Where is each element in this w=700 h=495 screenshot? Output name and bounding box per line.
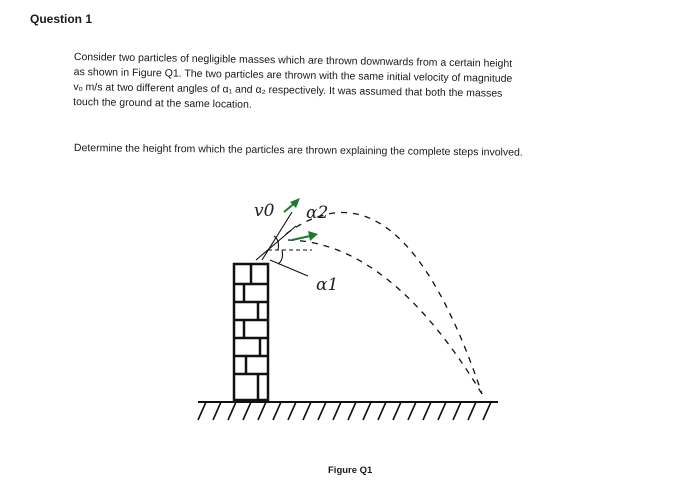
green-arrow-head <box>308 231 318 241</box>
label-alpha1: α1 <box>316 275 339 295</box>
tower <box>234 264 268 400</box>
figure-q1 <box>170 180 510 430</box>
label-v0: v0 <box>254 201 275 221</box>
angle-construction <box>256 212 312 276</box>
launch-line-down <box>270 260 308 276</box>
label-alpha2: α2 <box>306 203 329 223</box>
trajectory-alpha2 <box>286 212 482 394</box>
task-statement <box>74 143 659 164</box>
problem-statement <box>73 52 659 121</box>
trajectory-alpha1 <box>288 240 482 394</box>
statement-line-3: vₒ m/s at two different angles of α₁ and α₂ respectively. It was assumed that both the masses <box>73 80 503 100</box>
figure-caption: Figure Q1 <box>328 465 373 476</box>
statement-line-1: Consider two particles of negligible masses which are thrown downwards from a certain height <box>73 51 513 70</box>
task-line-1: Determine the height from which the particles are thrown explaining the complete steps involved. <box>73 142 523 159</box>
angle-arc-alpha1 <box>278 250 283 264</box>
green-arrow-shaft <box>292 236 310 240</box>
launch-line-lower <box>256 226 296 260</box>
ground <box>198 402 498 420</box>
statement-line-2: as shown in Figure Q1. The two particles are thrown with the same initial velocity of magnitude <box>73 65 513 85</box>
question-title: Question 1 <box>30 12 93 26</box>
ground-hatching <box>198 402 491 420</box>
statement-line-4: touch the ground at the same location. <box>73 95 252 111</box>
